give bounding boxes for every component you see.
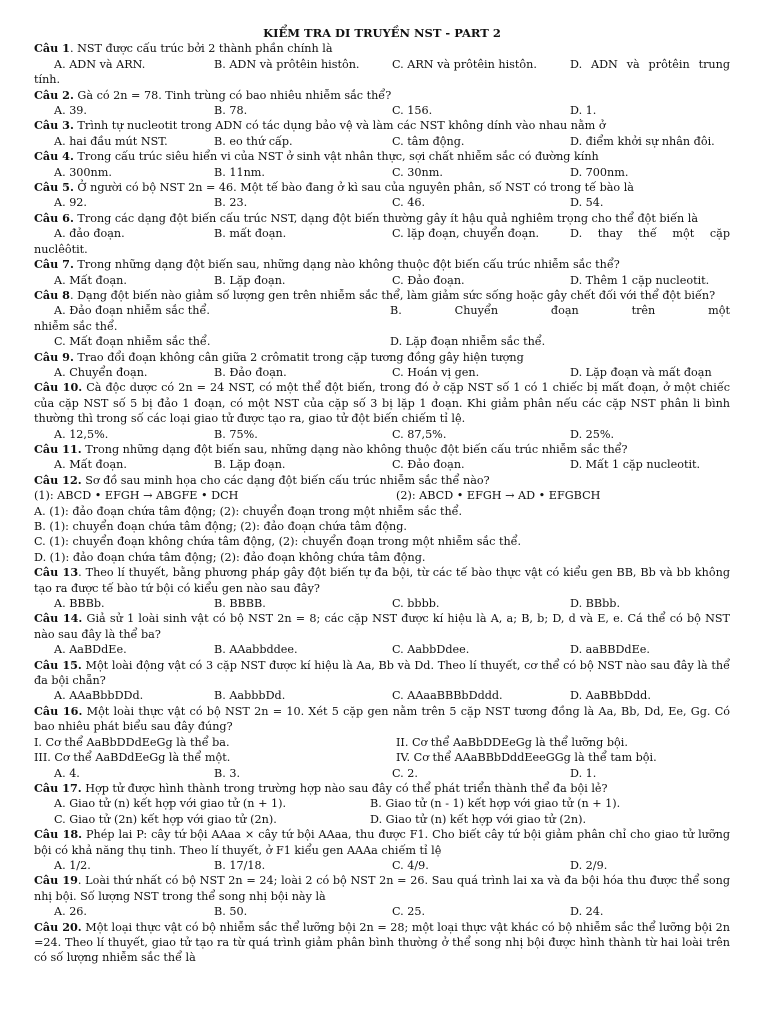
- question-block: [34, 442, 730, 473]
- question-label: Câu 19: [34, 873, 78, 888]
- answer-option: C. 2.: [392, 766, 418, 780]
- question-block: [34, 88, 730, 119]
- answer-row: [34, 195, 730, 210]
- answer-row: [34, 812, 730, 827]
- statement-item: III. Cơ thể AaBDdEeGg là thể một.: [34, 751, 231, 765]
- statement-row: [34, 750, 730, 765]
- answer-option: D. BBbb.: [570, 597, 621, 611]
- question-label: Câu 20.: [34, 919, 82, 934]
- answer-option: D. aaBBDdEe.: [570, 643, 650, 657]
- answer-row: [34, 457, 730, 472]
- answer-option: C. Đảo đoạn.: [392, 273, 465, 287]
- answer-option: B. Giao tử (n - 1) kết hợp với giao tử (n + 1).: [370, 797, 621, 811]
- question-label: Câu 13: [34, 565, 79, 580]
- answer-row: [34, 57, 730, 72]
- question-block: [34, 565, 730, 611]
- question-stem: Câu 1. NST được cấu trúc bởi 2 thành phần chính là: [34, 41, 333, 56]
- answer-option: C. bbbb.: [392, 597, 440, 611]
- question-block: [34, 257, 730, 288]
- answer-option: B. 78.: [214, 104, 248, 118]
- question-stem: Câu 11. Trong những dạng đột biến sau, những dạng nào không thuộc đột biến cấu trúc nhiễm sắc thể?: [34, 441, 628, 456]
- answer-option: B. Lặp đoạn.: [214, 273, 286, 287]
- question-block: [34, 473, 730, 565]
- statement-item: IV. Cơ thể AAaBBbDddEeeGGg là thể tam bội.: [396, 751, 657, 765]
- question-stem: Câu 19. Loài thứ nhất có bộ NST 2n = 24; loài 2 có bộ NST 2n = 26. Sau quá trình lai xa và đa bội hóa thu được thể song nhị bội. Số lượng NST trong thể song nhị bội này là: [34, 873, 730, 903]
- answer-option: C. Giao tử (2n) kết hợp với giao tử (2n).: [54, 812, 277, 826]
- question-label: Câu 4.: [34, 149, 74, 164]
- answer-option: C. 87,5%.: [392, 427, 447, 441]
- answer-row: [34, 766, 730, 781]
- question-block: [34, 41, 730, 87]
- question-block: [34, 920, 730, 966]
- schema-item: (1): ABCD • EFGH → ABGFE • DCH: [34, 489, 239, 503]
- question-label: Câu 18.: [34, 827, 83, 842]
- exam-page: [34, 26, 730, 966]
- answer-option: A. Mất đoạn.: [54, 458, 127, 472]
- answer-wrap: nhiễm sắc thể.: [34, 319, 118, 333]
- answer-option: D. Lặp đoạn và mất đoạn: [570, 365, 712, 379]
- answer-option: D. 24.: [570, 905, 604, 919]
- answer-option: B. 3.: [214, 766, 241, 780]
- question-stem: Câu 16. Một loài thực vật có bộ NST 2n = 10. Xét 5 cặp gen nằm trên 5 cặp NST tương đồng là Aa, Bb, Dd, Ee, Gg. Có bao nhiêu phát biểu sau đây đúng?: [34, 703, 730, 734]
- answer-option: B. Lặp đoạn.: [214, 458, 286, 472]
- question-block: [34, 611, 730, 657]
- answer-option: C. Đảo đoạn.: [392, 458, 465, 472]
- question-label: Câu 3.: [34, 118, 74, 133]
- answer-option: B. AabbbDd.: [214, 689, 286, 703]
- statement-item: II. Cơ thể AaBbDDEeGg là thể lưỡng bội.: [396, 735, 628, 749]
- answer-option: C. (1): chuyển đoạn không chứa tâm động, (2): chuyển đoạn trong một nhiễm sắc thể.: [34, 535, 522, 549]
- answer-row: [34, 427, 730, 442]
- question-stem: Câu 3. Trình tự nucleotit trong ADN có tác dụng bảo vệ và làm các NST không dính vào nhau nằm ở: [34, 118, 606, 133]
- answer-option: A. Chuyển đoạn.: [54, 365, 148, 379]
- answer-option: C. Mất đoạn nhiễm sắc thể.: [54, 335, 211, 349]
- answer-wrap: nuclêôtit.: [34, 242, 88, 256]
- answer-option: B. eo thứ cấp.: [214, 134, 293, 148]
- answer-row: [34, 165, 730, 180]
- question-label: Câu 17.: [34, 780, 82, 795]
- question-stem: Câu 8. Dạng đột biến nào giảm số lượng gen trên nhiễm sắc thể, làm giảm sức sống hoặc gây chết đối với thể đột biến?: [34, 287, 716, 302]
- question-stem: Câu 7. Trong những dạng đột biến sau, những dạng nào không thuộc đột biến cấu trúc nhiễm sắc thể?: [34, 257, 620, 272]
- question-label: Câu 5.: [34, 180, 74, 195]
- answer-option: B. (1): chuyển đoạn chứa tâm động; (2): đảo đoạn chứa tâm động.: [34, 520, 407, 533]
- answer-option: A. 39.: [54, 104, 87, 118]
- question-label: Câu 9.: [34, 349, 74, 364]
- answer-option: A. 12,5%.: [54, 427, 109, 441]
- answer-option: C. 46.: [392, 196, 426, 210]
- answer-option: D. 700nm.: [570, 165, 629, 179]
- answer-option: D. AaBBbDdd.: [570, 689, 651, 703]
- question-list: [34, 41, 730, 965]
- answer-option: A. ADN và ARN.: [54, 57, 146, 71]
- question-block: [34, 180, 730, 211]
- answer-wrap: tính.: [34, 73, 61, 87]
- question-stem: Câu 2. Gà có 2n = 78. Tinh trùng có bao nhiêu nhiễm sắc thể?: [34, 87, 392, 102]
- answer-option: A. 4.: [54, 766, 80, 780]
- question-stem: Câu 5. Ở người có bộ NST 2n = 46. Một tế bào đang ở kì sau của nguyên phân, số NST có trong tế bào là: [34, 180, 634, 195]
- answer-option: C. AAaaBBBbDddd.: [392, 689, 503, 703]
- question-stem: Câu 9. Trao đổi đoạn không cân giữa 2 crômatit trong cặp tương đồng gây hiện tượng: [34, 349, 524, 364]
- answer-option: B. ADN và prôtêin histôn.: [214, 57, 360, 71]
- question-label: Câu 8: [34, 287, 70, 302]
- schema-row: [34, 488, 730, 503]
- answer-option: A. 26.: [54, 905, 87, 919]
- question-stem: Câu 13. Theo lí thuyết, bằng phương pháp gây đột biến tự đa bội, từ các tế bào thực vật có kiểu gen BB, Bb và bb không tạo ra được tế bào tứ bội có kiểu gen nào sau đây?: [34, 565, 730, 595]
- answer-option: C. tâm động.: [392, 134, 465, 148]
- answer-option: D. Lặp đoạn nhiễm sắc thể.: [390, 335, 546, 349]
- answer-option: A. 300nm.: [54, 165, 112, 179]
- question-block: [34, 118, 730, 149]
- answer-option: A. đảo đoạn.: [54, 227, 125, 241]
- answer-row: [34, 688, 730, 703]
- answer-option: A. 92.: [54, 196, 87, 210]
- answer-option: D. 25%.: [570, 427, 615, 441]
- answer-option: D. Mất 1 cặp nucleotit.: [570, 458, 701, 472]
- question-stem: Câu 4. Trong cấu trúc siêu hiển vi của NST ở sinh vật nhân thực, sợi chất nhiễm sắc có đường kính: [34, 149, 599, 164]
- answer-option: B. AAabbddee.: [214, 643, 298, 657]
- answer-row: [34, 904, 730, 919]
- question-block: [34, 211, 730, 257]
- answer-option: C. 156.: [392, 104, 433, 118]
- answer-option: D. Giao tử (n) kết hợp với giao tử (2n).: [370, 812, 587, 826]
- answer-option: D. 1.: [570, 766, 597, 780]
- question-label: Câu 7.: [34, 257, 74, 272]
- question-block: [34, 781, 730, 827]
- question-label: Câu 15.: [34, 657, 82, 672]
- question-label: Câu 1: [34, 41, 70, 56]
- answer-option: B. Chuyển đoạn trên một: [390, 304, 730, 318]
- answer-option: A. AAaBbbDDd.: [54, 689, 144, 703]
- question-block: [34, 873, 730, 919]
- answer-option: B. 17/18.: [214, 858, 266, 872]
- statement-item: I. Cơ thể AaBbDDdEeGg là thể ba.: [34, 735, 230, 749]
- question-stem: Câu 20. Một loại thực vật có bộ nhiễm sắc thể lưỡng bội 2n = 28; một loại thực vật khác có bộ nhiễm sắc thể lưỡng bội 2n =24. Theo lí thuyết, giao tử tạo ra từ quá trình giảm phân bình thường ở thể song nhị bội được hình thành từ hai loài trên có số lượng nhiễm sắc thể là: [34, 919, 730, 965]
- answer-option: D. 1.: [570, 104, 597, 118]
- question-block: [34, 658, 730, 704]
- question-stem: Câu 12. Sơ đồ sau minh họa cho các dạng đột biến cấu trúc nhiễm sắc thể nào?: [34, 472, 490, 487]
- answer-option: A. AaBDdEe.: [54, 643, 127, 657]
- statement-row: [34, 735, 730, 750]
- answer-option: D. Thêm 1 cặp nucleotit.: [570, 273, 710, 287]
- answer-option: A. Mất đoạn.: [54, 273, 127, 287]
- question-stem: Câu 6. Trong các dạng đột biến cấu trúc NST, dạng đột biến thường gây ít hậu quả nghiêm trọng cho thể đột biến là: [34, 210, 699, 225]
- question-block: [34, 350, 730, 381]
- answer-row: [34, 334, 730, 349]
- answer-option: D. ADN và prôtêin trung: [570, 57, 730, 71]
- question-stem: Câu 15. Một loài động vật có 3 cặp NST được kí hiệu là Aa, Bb và Dd. Theo lí thuyết, cơ thể có bộ NST nào sau đây là thể đa bội chẵn?: [34, 657, 731, 688]
- answer-row: [34, 103, 730, 118]
- answer-row: [34, 303, 730, 318]
- question-label: Câu 14.: [34, 611, 83, 626]
- answer-option: B. 75%.: [214, 427, 258, 441]
- question-block: [34, 704, 730, 781]
- question-stem: Câu 17. Hợp tử được hình thành trong trường hợp nào sau đây có thể phát triển thành thể đa bội lẻ?: [34, 780, 608, 795]
- question-label: Câu 2.: [34, 87, 74, 102]
- answer-row: [34, 134, 730, 149]
- answer-option: B. 50.: [214, 905, 248, 919]
- schema-item: (2): ABCD • EFGH → AD • EFGBCH: [396, 489, 601, 503]
- question-label: Câu 11.: [34, 441, 82, 456]
- question-label: Câu 10.: [34, 380, 83, 395]
- answer-option: C. AabbDdee.: [392, 643, 470, 657]
- answer-option: C. Hoán vị gen.: [392, 365, 480, 379]
- answer-option: B. Đảo đoạn.: [214, 365, 287, 379]
- answer-option: A. hai đầu mút NST.: [54, 134, 168, 148]
- answer-row: [34, 858, 730, 873]
- answer-option: B. 23.: [214, 196, 248, 210]
- answer-option: D. (1): đảo đoạn chứa tâm động; (2): đảo đoạn không chứa tâm động.: [34, 550, 426, 564]
- answer-option: B. mất đoạn.: [214, 227, 287, 241]
- answer-row: [34, 226, 730, 241]
- question-stem: Câu 18. Phép lai P: cây tứ bội AAaa × cây tứ bội AAaa, thu được F1. Cho biết cây tứ bội giảm phân chỉ cho giao tử lưỡng bội có khả năng thụ tinh. Theo lí thuyết, ở F1 kiểu gen AAAa chiếm tỉ lệ: [34, 827, 730, 857]
- answer-option: A. Đảo đoạn nhiễm sắc thể.: [54, 304, 210, 318]
- answer-row: [34, 365, 730, 380]
- answer-option: D. điểm khởi sự nhân đôi.: [570, 134, 715, 148]
- answer-option: C. lặp đoạn, chuyển đoạn.: [392, 227, 540, 241]
- answer-row: [34, 796, 730, 811]
- question-block: [34, 149, 730, 180]
- answer-option: C. ARN và prôtêin histôn.: [392, 57, 537, 71]
- question-label: Câu 6.: [34, 210, 74, 225]
- page-title: KIỂM TRA DI TRUYỀN NST - PART 2: [263, 26, 501, 40]
- question-stem: Câu 14. Giả sử 1 loài sinh vật có bộ NST 2n = 8; các cặp NST được kí hiệu là A, a; B, b; D, d và E, e. Cá thể có bộ NST nào sau đây là thể ba?: [34, 611, 730, 641]
- question-block: [34, 827, 730, 873]
- answer-option: A. (1): đảo đoạn chứa tâm động; (2): chuyển đoạn trong một nhiễm sắc thể.: [34, 504, 463, 518]
- answer-row: [34, 596, 730, 611]
- question-block: [34, 380, 730, 442]
- answer-option: A. Giao tử (n) kết hợp với giao tử (n + 1).: [54, 797, 287, 811]
- answer-option: D. 2/9.: [570, 858, 608, 872]
- question-stem: Câu 10. Cà độc dược có 2n = 24 NST, có một thể đột biến, trong đó ở cặp NST số 1 có 1 chiếc bị mất đoạn, ở một chiếc của cặp NST số 5 bị đảo 1 đoạn, có một NST của cặp số 3 bị lặp 1 đoạn. Khi giảm phân nếu các cặp NST phân li bình thường thì trong số các loại giao tử được tạo ra, giao tử đột biến chiếm tỉ lệ.: [34, 380, 730, 426]
- answer-row: [34, 642, 730, 657]
- answer-option: B. BBBB.: [214, 597, 266, 611]
- answer-option: D. thay thế một cặp: [570, 227, 730, 241]
- answer-option: B. 11nm.: [214, 165, 265, 179]
- question-label: Câu 12.: [34, 472, 82, 487]
- answer-option: C. 25.: [392, 905, 426, 919]
- answer-option: C. 30nm.: [392, 165, 443, 179]
- answer-option: A. BBBb.: [54, 597, 105, 611]
- question-block: [34, 288, 730, 350]
- answer-option: D. 54.: [570, 196, 604, 210]
- answer-option: A. 1/2.: [54, 858, 91, 872]
- answer-row: [34, 273, 730, 288]
- answer-option: C. 4/9.: [392, 858, 429, 872]
- question-label: Câu 16.: [34, 703, 83, 718]
